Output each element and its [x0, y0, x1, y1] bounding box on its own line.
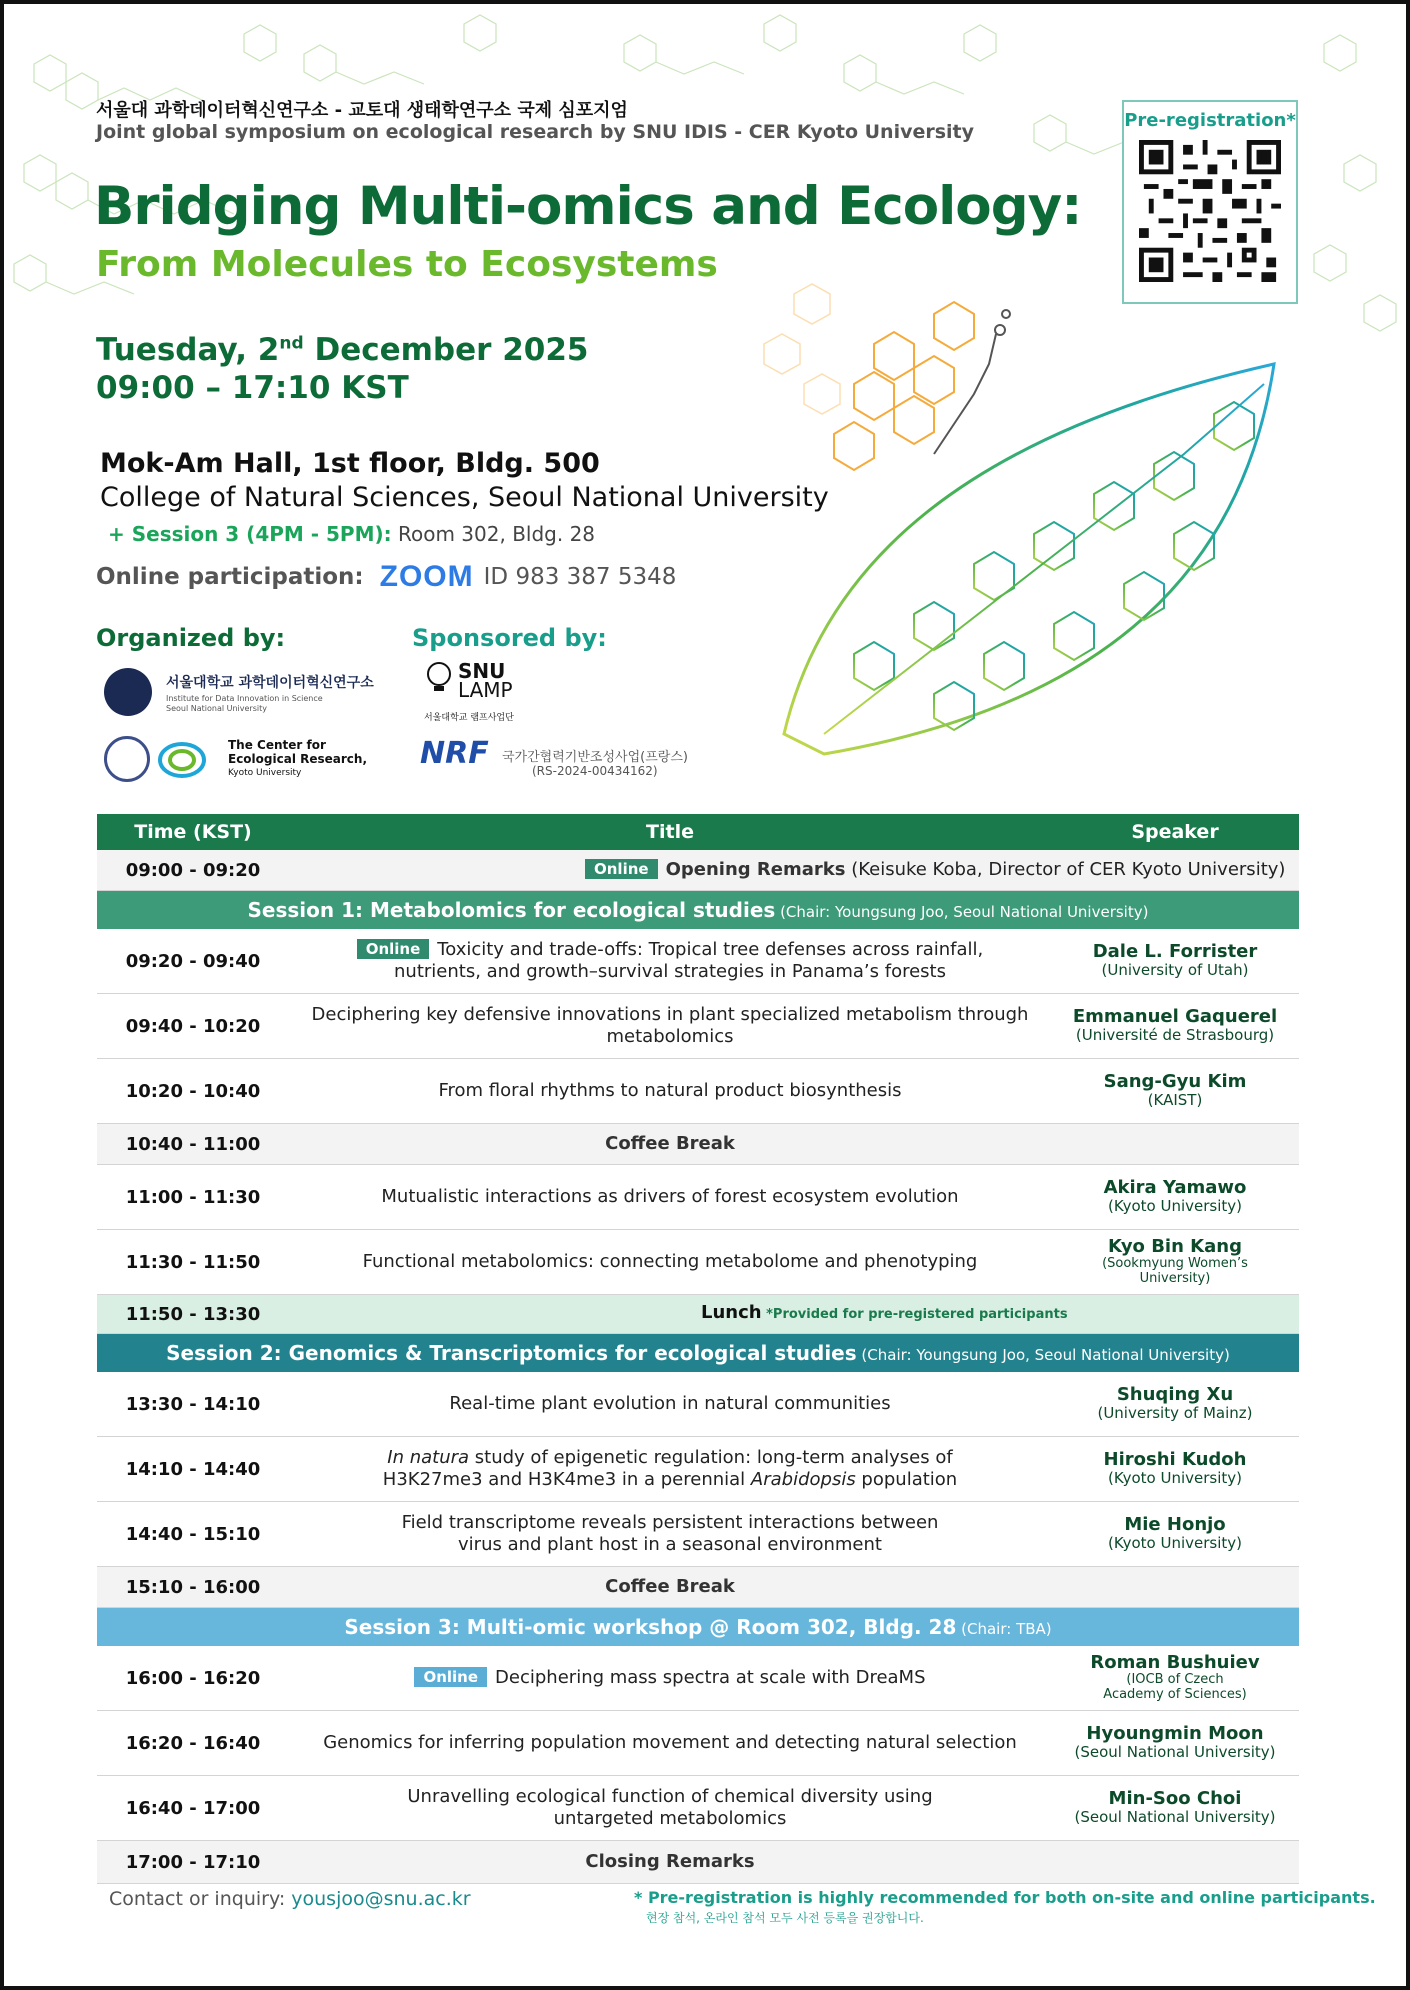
title-text-2a: H3K27me3 and H3K4me3 in a perennial — [382, 1469, 751, 1490]
date-prefix: Tuesday, 2 — [96, 332, 280, 368]
speaker-cell — [1051, 1567, 1299, 1608]
title-line-2: nutrients, and growth–survival strategies in Panama’s forests — [394, 961, 946, 982]
title-cell — [289, 1502, 1051, 1567]
nrf-logo: NRF — [420, 736, 489, 771]
speaker-cell — [1051, 1841, 1299, 1884]
title-italic-1: In natura — [387, 1447, 470, 1468]
table-row — [97, 1776, 1299, 1841]
time-cell: 11:00 - 11:30 — [97, 1165, 289, 1230]
venue-hall: Mok-Am Hall, 1st floor, Bldg. 500 — [100, 448, 600, 479]
snu-idis-en-line1: Institute for Data Innovation in Science — [166, 694, 323, 703]
table-row — [97, 994, 1299, 1059]
time-cell: 09:20 - 09:40 — [97, 929, 289, 994]
lunch-title: Lunch — [701, 1302, 762, 1323]
lamp-line1: SNU — [458, 659, 506, 683]
speaker-affiliation: (Kyoto University) — [1108, 1469, 1242, 1487]
title-cell: From floral rhythms to natural product biosynthesis — [289, 1059, 1051, 1124]
speaker-cell — [1051, 1711, 1299, 1776]
talk-title: Deciphering mass spectra at scale with DreaMS — [495, 1667, 926, 1688]
speaker-name: Mie Honjo — [1124, 1514, 1226, 1535]
time-cell: 14:10 - 14:40 — [97, 1437, 289, 1502]
lunch-note: *Provided for pre-registered participants — [761, 1307, 1068, 1322]
speaker-affiliation-line1: (IOCB of Czech — [1126, 1672, 1224, 1687]
time-cell: 10:40 - 11:00 — [97, 1124, 289, 1165]
time-cell: 11:50 - 13:30 — [97, 1295, 289, 1334]
title-line-1: Field transcriptome reveals persistent interactions between — [401, 1512, 939, 1533]
table-row — [97, 1059, 1299, 1124]
session-3-title — [97, 1608, 1299, 1647]
poster-title: Bridging Multi-omics and Ecology: — [94, 176, 1082, 237]
session-2-title — [97, 1334, 1299, 1373]
speaker-cell — [1051, 1165, 1299, 1230]
online-label: Online participation: — [96, 564, 364, 590]
opening-note: (Keisuke Koba, Director of CER Kyoto University) — [845, 859, 1286, 880]
contact-label: Contact or inquiry: — [109, 1888, 292, 1910]
speaker-cell — [1051, 1502, 1299, 1567]
speaker-cell — [1051, 1124, 1299, 1165]
opening-title: Opening Remarks — [665, 859, 846, 880]
table-row-opening — [97, 850, 1299, 891]
event-date — [96, 332, 589, 368]
lamp-line2: LAMP — [458, 678, 513, 702]
speaker-name: Kyo Bin Kang — [1108, 1236, 1242, 1257]
title-cell — [289, 1295, 1299, 1334]
snu-idis-name-ko: 서울대학교 과학데이터혁신연구소 — [166, 675, 374, 691]
speaker-cell — [1051, 929, 1299, 994]
contact-email-link[interactable]: yousjoo@snu.ac.kr — [291, 1888, 471, 1910]
speaker-name: Akira Yamawo — [1103, 1177, 1247, 1198]
speaker-affiliation: (Seoul National University) — [1074, 1743, 1276, 1761]
table-row — [97, 1437, 1299, 1502]
title-line-1 — [295, 1447, 1045, 1469]
col-title-header: Title — [289, 814, 1051, 850]
poster-subtitle: From Molecules to Ecosystems — [96, 244, 718, 285]
speaker-name: Shuqing Xu — [1116, 1384, 1234, 1405]
speaker-name: Sang-Gyu Kim — [1103, 1071, 1247, 1092]
title-line-2: metabolomics — [606, 1026, 734, 1047]
title-cell: Closing Remarks — [289, 1841, 1051, 1884]
title-line-2 — [295, 1469, 1045, 1491]
session-2-header — [97, 1334, 1299, 1373]
table-row-coffee-break — [97, 1124, 1299, 1165]
session-3-chair: (Chair: TBA) — [956, 1620, 1052, 1638]
speaker-affiliation: (Université de Strasbourg) — [1075, 1026, 1275, 1044]
table-row-coffee-break — [97, 1567, 1299, 1608]
title-cell: Real-time plant evolution in natural communities — [289, 1372, 1051, 1437]
organized-by-heading: Organized by: — [96, 624, 286, 652]
sponsored-by-heading: Sponsored by: — [412, 624, 607, 652]
speaker-name: Min-Soo Choi — [1108, 1788, 1242, 1809]
title-cell — [289, 1437, 1051, 1502]
table-row — [97, 1165, 1299, 1230]
session-1-chair: (Chair: Youngsung Joo, Seoul National University) — [775, 903, 1149, 921]
speaker-affiliation: (Kyoto University) — [1108, 1197, 1242, 1215]
col-speaker-header: Speaker — [1051, 814, 1299, 850]
kyoto-university-seal-icon — [104, 736, 150, 782]
speaker-affiliation-line1: (Sookmyung Women’s — [1102, 1256, 1248, 1271]
title-cell: Functional metabolomics: connecting metabolome and phenotyping — [289, 1230, 1051, 1295]
preregistration-label: Pre-registration* — [1124, 110, 1296, 131]
title-text-1: study of epigenetic regulation: long-term analyses of — [469, 1447, 953, 1468]
snu-lamp-name — [458, 659, 513, 702]
speaker-cell — [1051, 1646, 1299, 1711]
title-line-2: virus and plant host in a seasonal environment — [458, 1534, 882, 1555]
molecular-leaf-butterfly-illustration — [734, 234, 1334, 794]
speaker-name: Emmanuel Gaquerel — [1072, 1006, 1278, 1027]
cer-name — [228, 738, 367, 780]
title-cell — [289, 929, 1051, 994]
snu-idis-name-en — [166, 694, 323, 714]
cer-logo-icon — [156, 739, 216, 781]
time-cell: 11:30 - 11:50 — [97, 1230, 289, 1295]
online-badge: Online — [414, 1667, 487, 1687]
cer-line2: Ecological Research, — [228, 752, 368, 766]
snu-idis-en-line2: Seoul National University — [166, 704, 267, 713]
speaker-cell — [1051, 1372, 1299, 1437]
title-cell — [289, 1776, 1051, 1841]
title-cell — [289, 994, 1051, 1059]
session-1-title — [97, 891, 1299, 930]
speaker-name: Hiroshi Kudoh — [1103, 1449, 1247, 1470]
preregistration-note-ko: 현장 참석, 온라인 참석 모두 사전 등록을 권장합니다. — [646, 1911, 924, 1925]
date-ordinal: nd — [279, 333, 304, 354]
time-cell: 10:20 - 10:40 — [97, 1059, 289, 1124]
date-suffix: December 2025 — [303, 332, 589, 368]
speaker-affiliation: (Seoul National University) — [1074, 1808, 1276, 1826]
online-participation — [96, 560, 676, 594]
title-text-2b: population — [855, 1469, 958, 1490]
session-1-header — [97, 891, 1299, 930]
title-line-1: Unravelling ecological function of chemical diversity using — [407, 1786, 933, 1807]
venue-college: College of Natural Sciences, Seoul National University — [100, 482, 829, 513]
event-time: 09:00 – 17:10 KST — [96, 370, 409, 406]
online-badge: Online — [585, 859, 658, 879]
session-2-name: Session 2: Genomics & Transcriptomics for ecological studies — [166, 1341, 857, 1365]
title-cell: Coffee Break — [289, 1124, 1051, 1165]
table-row-lunch — [97, 1295, 1299, 1334]
session3-venue — [108, 522, 595, 546]
schedule-table — [97, 814, 1299, 1884]
table-row — [97, 1646, 1299, 1711]
preregistration-note: * Pre-registration is highly recommended for both on-site and online participants. — [634, 1888, 1376, 1907]
time-cell: 13:30 - 14:10 — [97, 1372, 289, 1437]
title-cell — [289, 850, 1299, 891]
snu-lamp-name-ko: 서울대학교 램프사업단 — [424, 713, 514, 723]
title-cell: Mutualistic interactions as drivers of forest ecosystem evolution — [289, 1165, 1051, 1230]
speaker-cell — [1051, 1437, 1299, 1502]
session3-highlight: + Session 3 (4PM - 5PM): — [108, 522, 392, 546]
time-cell: 09:40 - 10:20 — [97, 994, 289, 1059]
nrf-grant-id: (RS-2024-00434162) — [532, 764, 658, 778]
zoom-logo: ZOOM — [379, 560, 474, 593]
table-row — [97, 929, 1299, 994]
talk-title: Toxicity and trade-offs: Tropical tree defenses across rainfall, — [437, 939, 984, 960]
snu-seal-logo-icon — [104, 668, 152, 716]
time-cell: 16:00 - 16:20 — [97, 1646, 289, 1711]
speaker-affiliation-line2: University) — [1139, 1271, 1211, 1286]
table-row — [97, 1711, 1299, 1776]
cer-line1: The Center for — [228, 738, 326, 752]
session-3-header — [97, 1608, 1299, 1647]
english-header: Joint global symposium on ecological research by SNU IDIS - CER Kyoto University — [96, 121, 975, 143]
zoom-id: ID 983 387 5348 — [483, 564, 677, 590]
online-badge: Online — [357, 939, 430, 959]
title-italic-2: Arabidopsis — [750, 1469, 856, 1490]
time-cell: 16:40 - 17:00 — [97, 1776, 289, 1841]
qr-code-icon[interactable] — [1139, 140, 1281, 282]
speaker-affiliation: (Kyoto University) — [1108, 1534, 1242, 1552]
speaker-affiliation: (University of Utah) — [1101, 961, 1249, 979]
table-row — [97, 1230, 1299, 1295]
time-cell: 15:10 - 16:00 — [97, 1567, 289, 1608]
table-row — [97, 1502, 1299, 1567]
time-cell: 14:40 - 15:10 — [97, 1502, 289, 1567]
time-cell: 17:00 - 17:10 — [97, 1841, 289, 1884]
nrf-program-ko: 국가간협력기반조성사업(프랑스) — [502, 750, 688, 765]
speaker-affiliation: (KAIST) — [1147, 1091, 1203, 1109]
speaker-name: Roman Bushuiev — [1090, 1652, 1260, 1673]
session-2-chair: (Chair: Youngsung Joo, Seoul National University) — [856, 1346, 1230, 1364]
session3-room: Room 302, Bldg. 28 — [391, 522, 596, 546]
preregistration-box[interactable] — [1122, 100, 1298, 304]
title-line-1 — [295, 939, 1045, 961]
speaker-cell — [1051, 1230, 1299, 1295]
col-time-header: Time (KST) — [97, 814, 289, 850]
time-cell: 09:00 - 09:20 — [97, 850, 289, 891]
title-line-2: untargeted metabolomics — [553, 1808, 787, 1829]
table-row-closing — [97, 1841, 1299, 1884]
title-line-1: Deciphering key defensive innovations in plant specialized metabolism through — [311, 1004, 1029, 1025]
speaker-affiliation-line2: Academy of Sciences) — [1103, 1687, 1247, 1702]
speaker-cell — [1051, 1059, 1299, 1124]
cer-line3: Kyoto University — [228, 768, 302, 778]
table-row — [97, 1372, 1299, 1437]
speaker-cell — [1051, 994, 1299, 1059]
title-cell: Genomics for inferring population movement and detecting natural selection — [289, 1711, 1051, 1776]
table-header-row — [97, 814, 1299, 850]
speaker-affiliation: (University of Mainz) — [1097, 1404, 1253, 1422]
time-cell: 16:20 - 16:40 — [97, 1711, 289, 1776]
title-cell — [289, 1646, 1051, 1711]
title-cell: Coffee Break — [289, 1567, 1051, 1608]
speaker-name: Hyoungmin Moon — [1086, 1723, 1264, 1744]
session-1-name: Session 1: Metabolomics for ecological studies — [247, 898, 776, 922]
speaker-name: Dale L. Forrister — [1092, 941, 1258, 962]
lamp-bulb-icon — [422, 660, 456, 694]
session-3-name: Session 3: Multi-omic workshop @ Room 302, Bldg. 28 — [344, 1615, 957, 1639]
korean-header: 서울대 과학데이터혁신연구소 - 교토대 생태학연구소 국제 심포지엄 — [96, 100, 628, 121]
speaker-cell — [1051, 1776, 1299, 1841]
contact-line — [109, 1888, 471, 1910]
